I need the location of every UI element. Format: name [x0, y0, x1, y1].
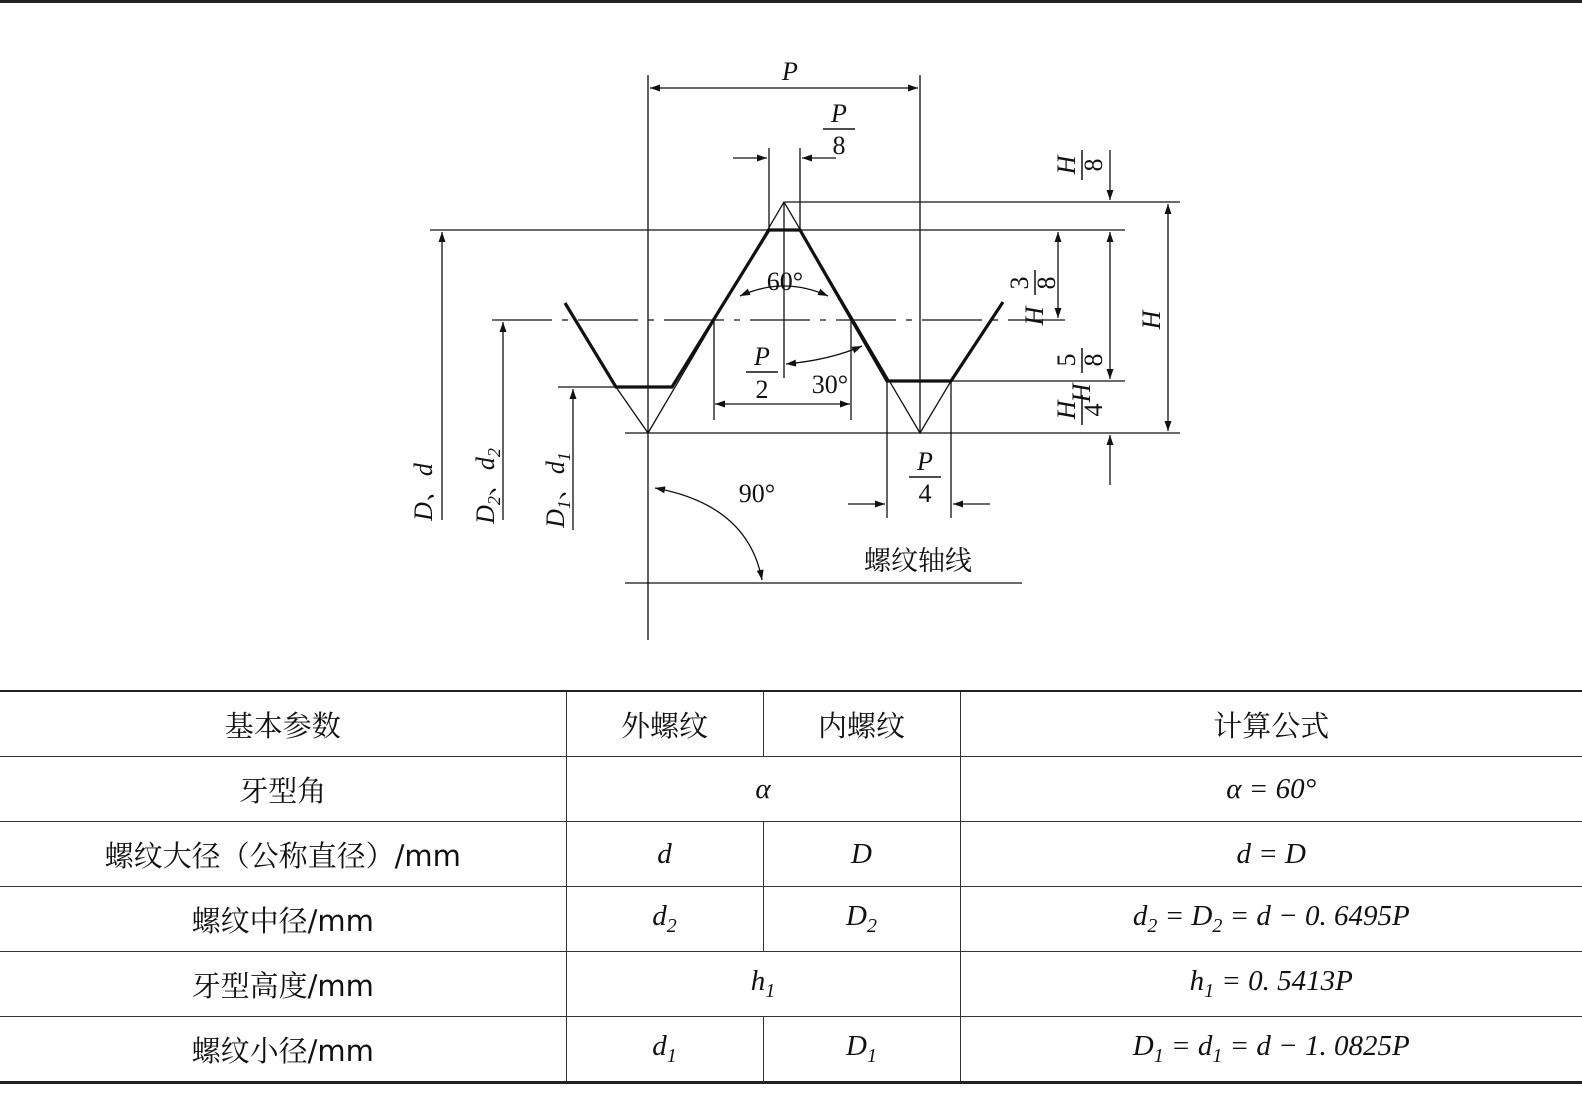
label-p4-num: P	[917, 447, 933, 476]
label-angle-90: 90°	[738, 479, 776, 508]
label-pitch: P	[782, 57, 798, 86]
label-h58-den: 8	[1079, 353, 1108, 367]
cell-formula: $h_1 = 0$. 5413P	[960, 952, 1582, 1017]
cell-param: 牙型高度/mm	[0, 952, 566, 1017]
table-row	[0, 952, 1582, 1017]
header-param: 基本参数	[0, 691, 566, 757]
cell-formula: d = D	[960, 822, 1582, 887]
table-row	[0, 887, 1582, 952]
table-row	[0, 757, 1582, 822]
cell-external: $d_2$	[566, 887, 763, 952]
label-h58-var: H	[1067, 383, 1096, 403]
label-h4-num: H	[1052, 400, 1081, 420]
label-h38-var: H	[1020, 306, 1049, 326]
cell-shared: α	[566, 757, 960, 822]
header-formula: 计算公式	[960, 691, 1582, 757]
cell-param: 螺纹大径（公称直径）/mm	[0, 822, 566, 887]
label-p8-den: 8	[832, 131, 846, 160]
table-row	[0, 822, 1582, 887]
label-h8-num: H	[1052, 155, 1081, 175]
thread-parameters-table	[0, 690, 1582, 1084]
table-row	[0, 1017, 1582, 1083]
table-header-row	[0, 691, 1582, 757]
label-angle-30: 30°	[811, 370, 849, 399]
cell-formula: $d_2 = D_2 = d - 0$. 6495P	[960, 887, 1582, 952]
label-big-h: H	[1137, 310, 1166, 330]
cell-formula: α = 60°	[960, 757, 1582, 822]
diagram-labels	[409, 57, 1166, 577]
label-h58-num: 5	[1052, 353, 1081, 367]
cell-param: 牙型角	[0, 757, 566, 822]
cell-param: 螺纹中径/mm	[0, 887, 566, 952]
label-h8-den: 8	[1079, 158, 1108, 172]
label-h4-den: 4	[1079, 403, 1108, 417]
cell-external: d	[566, 822, 763, 887]
label-minor-diameter: $D_1$、$d_1$	[541, 452, 574, 528]
label-major-diameter: D、d	[409, 463, 438, 521]
label-pitch-diameter: $D_2$、$d_2$	[471, 448, 504, 524]
label-p8-num: P	[831, 99, 847, 128]
header-external: 外螺纹	[566, 691, 763, 757]
label-h38-num: 3	[1005, 276, 1034, 290]
cell-param: 螺纹小径/mm	[0, 1017, 566, 1083]
fraction-bars	[746, 129, 1082, 477]
label-p2-num: P	[754, 342, 770, 371]
cell-formula: $D_1 = d_1 = d - 1$. 0825P	[960, 1017, 1582, 1083]
cell-shared: $h_1$	[566, 952, 960, 1017]
cell-internal: $D_1$	[763, 1017, 960, 1083]
cell-internal: D	[763, 822, 960, 887]
cell-internal: $D_2$	[763, 887, 960, 952]
label-thread-axis: 螺纹轴线	[864, 546, 972, 577]
label-h38-den: 8	[1032, 276, 1061, 290]
header-internal: 内螺纹	[763, 691, 960, 757]
cell-external: $d_1$	[566, 1017, 763, 1083]
label-angle-60: 60°	[766, 267, 804, 296]
label-p4-den: 4	[918, 479, 932, 508]
label-p2-den: 2	[755, 375, 769, 404]
